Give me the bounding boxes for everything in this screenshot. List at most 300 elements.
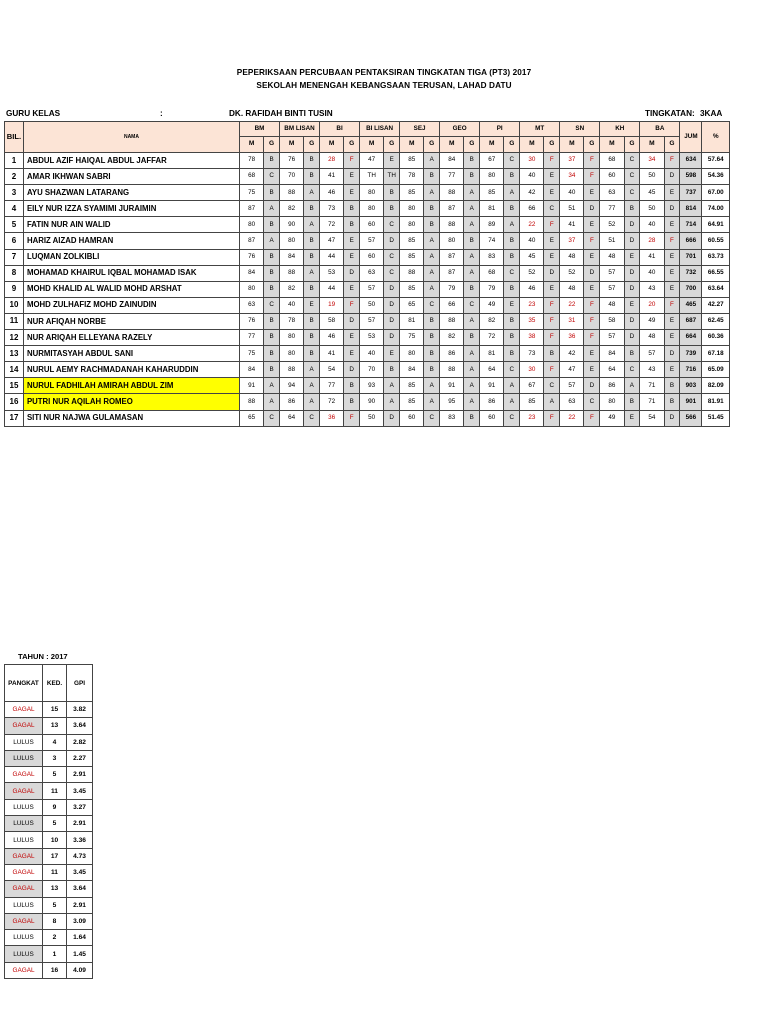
subject-mark: 42 bbox=[560, 346, 584, 362]
subject-mark: 48 bbox=[640, 330, 664, 346]
subject-mark: 37 bbox=[560, 153, 584, 169]
subject-mark: TH bbox=[360, 169, 384, 185]
subject-mark: 87 bbox=[440, 265, 464, 281]
subject-mark: 30 bbox=[520, 153, 544, 169]
subject-grade: E bbox=[344, 169, 360, 185]
subject-mark: 85 bbox=[400, 249, 424, 265]
subject-mark: 76 bbox=[239, 249, 263, 265]
subject-mark: 88 bbox=[280, 185, 304, 201]
subject-mark: 76 bbox=[280, 153, 304, 169]
subject-grade: C bbox=[584, 394, 600, 410]
subject-mark: 88 bbox=[440, 313, 464, 329]
subject-mark: 20 bbox=[640, 297, 664, 313]
subject-mark: 85 bbox=[400, 233, 424, 249]
total-mark: 732 bbox=[680, 265, 702, 281]
subject-mark: 88 bbox=[440, 185, 464, 201]
subject-grade: F bbox=[584, 297, 600, 313]
subject-grade: C bbox=[504, 362, 520, 378]
subject-grade: B bbox=[304, 233, 320, 249]
subject-mark: 90 bbox=[360, 394, 384, 410]
subject-mark: 46 bbox=[520, 281, 544, 297]
ked-cell: 11 bbox=[43, 783, 67, 799]
subject-mark: 85 bbox=[400, 153, 424, 169]
subject-mark: 68 bbox=[239, 169, 263, 185]
subject-grade: D bbox=[384, 330, 400, 346]
subject-grade: F bbox=[584, 410, 600, 426]
table-row bbox=[5, 281, 730, 297]
subject-mark: 57 bbox=[360, 233, 384, 249]
subject-mark: 22 bbox=[560, 410, 584, 426]
student-name: PUTRI NUR AQILAH ROMEO bbox=[23, 394, 239, 410]
table-row bbox=[5, 169, 730, 185]
subject-mark: 88 bbox=[440, 217, 464, 233]
subject-grade: B bbox=[304, 153, 320, 169]
subject-mark: 66 bbox=[520, 201, 544, 217]
subject-grade: A bbox=[464, 313, 480, 329]
subject-grade: D bbox=[344, 265, 360, 281]
subject-mark: 81 bbox=[400, 313, 424, 329]
subject-grade: B bbox=[384, 362, 400, 378]
subject-mark: 52 bbox=[560, 265, 584, 281]
percentage: 64.91 bbox=[702, 217, 730, 233]
subject-mark: 85 bbox=[400, 378, 424, 394]
subject-mark: 88 bbox=[280, 362, 304, 378]
gpi-cell: 3.64 bbox=[67, 881, 93, 897]
ranking-row bbox=[5, 864, 93, 880]
subject-grade: A bbox=[504, 185, 520, 201]
subject-grade: B bbox=[464, 330, 480, 346]
subject-mark: 88 bbox=[400, 265, 424, 281]
subject-mark: 73 bbox=[520, 346, 544, 362]
guru-kelas-colon: : bbox=[160, 109, 163, 118]
subject-grade: E bbox=[544, 169, 560, 185]
gpi-cell: 3.45 bbox=[67, 864, 93, 880]
mark-subheader: M bbox=[520, 137, 544, 153]
ked-cell: 4 bbox=[43, 734, 67, 750]
subject-mark: 40 bbox=[280, 297, 304, 313]
row-number: 4 bbox=[5, 201, 24, 217]
subject-grade: E bbox=[664, 185, 680, 201]
subject-grade: B bbox=[624, 201, 640, 217]
subject-grade: B bbox=[424, 169, 440, 185]
ranking-table bbox=[4, 664, 93, 979]
subject-mark: 84 bbox=[239, 362, 263, 378]
subject-mark: 87 bbox=[440, 201, 464, 217]
subject-grade: F bbox=[664, 153, 680, 169]
subject-mark: 47 bbox=[360, 153, 384, 169]
subject-mark: 78 bbox=[239, 153, 263, 169]
subject-mark: 75 bbox=[239, 346, 263, 362]
subject-mark: 84 bbox=[239, 265, 263, 281]
subject-grade: B bbox=[424, 217, 440, 233]
subject-mark: 65 bbox=[400, 297, 424, 313]
subject-grade: A bbox=[304, 362, 320, 378]
subject-mark: 70 bbox=[360, 362, 384, 378]
subject-mark: 84 bbox=[280, 249, 304, 265]
subject-mark: 91 bbox=[480, 378, 504, 394]
subject-mark: 77 bbox=[320, 378, 344, 394]
subject-mark: 40 bbox=[360, 346, 384, 362]
table-row bbox=[5, 410, 730, 426]
subject-mark: 88 bbox=[280, 265, 304, 281]
subject-mark: 37 bbox=[560, 233, 584, 249]
subject-grade: A bbox=[464, 249, 480, 265]
subject-mark: 91 bbox=[239, 378, 263, 394]
subject-grade: F bbox=[664, 233, 680, 249]
mark-subheader: M bbox=[400, 137, 424, 153]
subject-mark: 41 bbox=[320, 346, 344, 362]
subject-mark: 57 bbox=[560, 378, 584, 394]
subject-grade: A bbox=[544, 394, 560, 410]
subject-mark: 51 bbox=[600, 233, 624, 249]
grade-subheader: G bbox=[424, 137, 440, 153]
subject-grade: D bbox=[624, 330, 640, 346]
subject-grade: F bbox=[584, 233, 600, 249]
row-number: 6 bbox=[5, 233, 24, 249]
gpi-cell: 4.09 bbox=[67, 962, 93, 978]
student-name: LUQMAN ZOLKIBLI bbox=[23, 249, 239, 265]
ranking-header: PANGKAT bbox=[5, 665, 43, 702]
subject-grade: B bbox=[424, 362, 440, 378]
subject-mark: 85 bbox=[480, 185, 504, 201]
subject-grade: E bbox=[584, 185, 600, 201]
subject-mark: 78 bbox=[400, 169, 424, 185]
subject-mark: 46 bbox=[320, 185, 344, 201]
student-name: NUR AFIQAH NORBE bbox=[23, 313, 239, 329]
subject-mark: 50 bbox=[640, 169, 664, 185]
student-name: NURUL FADHILAH AMIRAH ABDUL ZIM bbox=[23, 378, 239, 394]
subject-grade: C bbox=[424, 410, 440, 426]
subject-mark: 40 bbox=[520, 169, 544, 185]
tingkatan-value: 3KAA bbox=[700, 109, 723, 118]
subject-grade: A bbox=[304, 185, 320, 201]
row-number: 8 bbox=[5, 265, 24, 281]
subject-mark: 57 bbox=[360, 281, 384, 297]
subject-mark: 64 bbox=[280, 410, 304, 426]
subject-mark: 42 bbox=[520, 185, 544, 201]
pangkat-cell: LULUS bbox=[5, 832, 43, 848]
gpi-cell: 2.82 bbox=[67, 734, 93, 750]
gpi-cell: 3.82 bbox=[67, 702, 93, 718]
subject-grade: B bbox=[264, 153, 280, 169]
pangkat-cell: GAGAL bbox=[5, 913, 43, 929]
subject-grade: D bbox=[584, 265, 600, 281]
subject-grade: E bbox=[584, 362, 600, 378]
subject-mark: 49 bbox=[480, 297, 504, 313]
teacher-name: DK. RAFIDAH BINTI TUSIN bbox=[229, 109, 333, 118]
table-row bbox=[5, 362, 730, 378]
percentage: 42.27 bbox=[702, 297, 730, 313]
percentage: 60.55 bbox=[702, 233, 730, 249]
percentage: 51.45 bbox=[702, 410, 730, 426]
subject-grade: A bbox=[624, 378, 640, 394]
mark-subheader: M bbox=[320, 137, 344, 153]
grade-subheader: G bbox=[264, 137, 280, 153]
table-row bbox=[5, 233, 730, 249]
subject-grade: B bbox=[304, 201, 320, 217]
ked-cell: 13 bbox=[43, 881, 67, 897]
subject-grade: A bbox=[464, 378, 480, 394]
subject-mark: 80 bbox=[280, 233, 304, 249]
subject-mark: 41 bbox=[560, 217, 584, 233]
subject-mark: 65 bbox=[239, 410, 263, 426]
subject-mark: 68 bbox=[600, 153, 624, 169]
subject-grade: C bbox=[624, 153, 640, 169]
subject-grade: C bbox=[624, 362, 640, 378]
subject-mark: 50 bbox=[640, 201, 664, 217]
subject-mark: 86 bbox=[480, 394, 504, 410]
subject-mark: 22 bbox=[520, 217, 544, 233]
total-mark: 687 bbox=[680, 313, 702, 329]
subject-mark: 40 bbox=[640, 217, 664, 233]
subject-mark: 82 bbox=[280, 281, 304, 297]
subject-mark: 83 bbox=[440, 410, 464, 426]
subject-grade: A bbox=[304, 394, 320, 410]
subject-grade: B bbox=[384, 201, 400, 217]
subject-grade: E bbox=[624, 249, 640, 265]
ked-cell: 3 bbox=[43, 750, 67, 766]
subject-grade: C bbox=[264, 410, 280, 426]
subject-grade: A bbox=[464, 394, 480, 410]
subject-grade: B bbox=[264, 249, 280, 265]
subject-grade: D bbox=[384, 313, 400, 329]
subject-mark: 77 bbox=[239, 330, 263, 346]
subject-header: BM bbox=[239, 122, 279, 137]
pangkat-cell: GAGAL bbox=[5, 864, 43, 880]
subject-mark: 63 bbox=[239, 297, 263, 313]
subject-header: SN bbox=[560, 122, 600, 137]
report-title: PEPERIKSAAN PERCUBAAN PENTAKSIRAN TINGKATAN TIGA (PT3) 2017 bbox=[236, 68, 532, 77]
subject-mark: 40 bbox=[520, 233, 544, 249]
subject-mark: 78 bbox=[280, 313, 304, 329]
subject-mark: 72 bbox=[480, 330, 504, 346]
subject-mark: 71 bbox=[640, 394, 664, 410]
subject-mark: 57 bbox=[600, 265, 624, 281]
subject-grade: B bbox=[304, 249, 320, 265]
subject-mark: 80 bbox=[400, 201, 424, 217]
subject-grade: B bbox=[504, 330, 520, 346]
subject-mark: 34 bbox=[560, 169, 584, 185]
subject-mark: 41 bbox=[640, 249, 664, 265]
subject-grade: B bbox=[424, 313, 440, 329]
subject-mark: 36 bbox=[560, 330, 584, 346]
subject-grade: A bbox=[464, 185, 480, 201]
subject-mark: 60 bbox=[480, 410, 504, 426]
student-name: FATIN NUR AIN WALID bbox=[23, 217, 239, 233]
total-mark: 901 bbox=[680, 394, 702, 410]
pangkat-cell: GAGAL bbox=[5, 767, 43, 783]
total-mark: 566 bbox=[680, 410, 702, 426]
ranking-row bbox=[5, 783, 93, 799]
row-number: 11 bbox=[5, 313, 24, 329]
subject-grade: E bbox=[624, 410, 640, 426]
grade-subheader: G bbox=[384, 137, 400, 153]
row-number: 3 bbox=[5, 185, 24, 201]
subject-grade: B bbox=[424, 330, 440, 346]
subject-mark: 23 bbox=[520, 297, 544, 313]
subject-grade: A bbox=[304, 265, 320, 281]
subject-grade: A bbox=[464, 217, 480, 233]
percentage: 82.09 bbox=[702, 378, 730, 394]
subject-grade: F bbox=[544, 330, 560, 346]
subject-grade: D bbox=[384, 297, 400, 313]
subject-mark: 80 bbox=[600, 394, 624, 410]
subject-grade: E bbox=[664, 217, 680, 233]
percentage: 65.09 bbox=[702, 362, 730, 378]
gpi-cell: 2.91 bbox=[67, 897, 93, 913]
subject-mark: 63 bbox=[600, 185, 624, 201]
subject-grade: B bbox=[504, 233, 520, 249]
subject-mark: 34 bbox=[640, 153, 664, 169]
subject-mark: 68 bbox=[480, 265, 504, 281]
subject-mark: 60 bbox=[600, 169, 624, 185]
subject-mark: 84 bbox=[600, 346, 624, 362]
percentage: 62.45 bbox=[702, 313, 730, 329]
subject-mark: 51 bbox=[560, 201, 584, 217]
subject-grade: D bbox=[624, 265, 640, 281]
subject-mark: 67 bbox=[520, 378, 544, 394]
table-row bbox=[5, 217, 730, 233]
subject-mark: 40 bbox=[560, 185, 584, 201]
mark-subheader: M bbox=[360, 137, 384, 153]
subject-mark: 45 bbox=[520, 249, 544, 265]
subject-grade: E bbox=[544, 185, 560, 201]
subject-header: MT bbox=[520, 122, 560, 137]
tingkatan-label: TINGKATAN: bbox=[645, 109, 695, 118]
subject-mark: 60 bbox=[360, 217, 384, 233]
row-number: 2 bbox=[5, 169, 24, 185]
ranking-row bbox=[5, 930, 93, 946]
ked-cell: 15 bbox=[43, 702, 67, 718]
subject-grade: D bbox=[664, 410, 680, 426]
subject-grade: B bbox=[464, 233, 480, 249]
nama-header: NAMA bbox=[23, 122, 239, 153]
mark-subheader: M bbox=[239, 137, 263, 153]
subject-mark: 53 bbox=[320, 265, 344, 281]
subject-grade: D bbox=[584, 378, 600, 394]
subject-grade: B bbox=[264, 217, 280, 233]
subject-grade: TH bbox=[384, 169, 400, 185]
subject-mark: 52 bbox=[600, 217, 624, 233]
subject-grade: B bbox=[264, 313, 280, 329]
subject-grade: D bbox=[384, 233, 400, 249]
subject-grade: A bbox=[464, 201, 480, 217]
total-mark: 739 bbox=[680, 346, 702, 362]
subject-grade: F bbox=[584, 153, 600, 169]
ranking-row bbox=[5, 816, 93, 832]
table-row bbox=[5, 394, 730, 410]
ked-cell: 11 bbox=[43, 864, 67, 880]
subject-grade: F bbox=[544, 297, 560, 313]
subject-mark: 53 bbox=[360, 330, 384, 346]
subject-mark: 79 bbox=[480, 281, 504, 297]
subject-grade: A bbox=[264, 201, 280, 217]
row-number: 17 bbox=[5, 410, 24, 426]
subject-grade: B bbox=[504, 313, 520, 329]
subject-grade: D bbox=[624, 233, 640, 249]
subject-grade: B bbox=[384, 185, 400, 201]
grade-subheader: G bbox=[504, 137, 520, 153]
subject-grade: A bbox=[424, 378, 440, 394]
percent-header: % bbox=[702, 122, 730, 153]
subject-grade: B bbox=[344, 201, 360, 217]
percentage: 60.36 bbox=[702, 330, 730, 346]
subject-mark: 60 bbox=[400, 410, 424, 426]
percentage: 66.55 bbox=[702, 265, 730, 281]
subject-grade: E bbox=[304, 297, 320, 313]
school-name: SEKOLAH MENENGAH KEBANGSAAN TERUSAN, LAHAD DATU bbox=[256, 81, 512, 90]
mark-subheader: M bbox=[600, 137, 624, 153]
subject-grade: A bbox=[424, 281, 440, 297]
ranking-row bbox=[5, 799, 93, 815]
jum-header: JUM bbox=[680, 122, 702, 153]
ked-cell: 17 bbox=[43, 848, 67, 864]
gpi-cell: 3.36 bbox=[67, 832, 93, 848]
pangkat-cell: GAGAL bbox=[5, 848, 43, 864]
subject-grade: F bbox=[344, 297, 360, 313]
pangkat-cell: GAGAL bbox=[5, 881, 43, 897]
subject-mark: 80 bbox=[440, 233, 464, 249]
gpi-cell: 3.64 bbox=[67, 718, 93, 734]
subject-mark: 80 bbox=[400, 217, 424, 233]
gpi-cell: 3.09 bbox=[67, 913, 93, 929]
subject-grade: B bbox=[504, 169, 520, 185]
subject-grade: C bbox=[424, 297, 440, 313]
gpi-cell: 2.27 bbox=[67, 750, 93, 766]
ked-cell: 5 bbox=[43, 897, 67, 913]
subject-grade: C bbox=[624, 169, 640, 185]
subject-mark: 57 bbox=[640, 346, 664, 362]
subject-grade: F bbox=[584, 169, 600, 185]
grade-subheader: G bbox=[624, 137, 640, 153]
pangkat-cell: LULUS bbox=[5, 897, 43, 913]
subject-grade: C bbox=[624, 185, 640, 201]
total-mark: 664 bbox=[680, 330, 702, 346]
percentage: 67.18 bbox=[702, 346, 730, 362]
subject-grade: F bbox=[544, 153, 560, 169]
ranking-row bbox=[5, 962, 93, 978]
subject-grade: C bbox=[264, 169, 280, 185]
subject-mark: 31 bbox=[560, 313, 584, 329]
ked-cell: 16 bbox=[43, 962, 67, 978]
gpi-cell: 2.91 bbox=[67, 767, 93, 783]
grade-subheader: G bbox=[584, 137, 600, 153]
mark-subheader: M bbox=[640, 137, 664, 153]
total-mark: 903 bbox=[680, 378, 702, 394]
ranking-row bbox=[5, 897, 93, 913]
subject-grade: A bbox=[424, 233, 440, 249]
subject-mark: 28 bbox=[320, 153, 344, 169]
subject-mark: 73 bbox=[320, 201, 344, 217]
subject-grade: E bbox=[504, 297, 520, 313]
student-name: HARIZ AIZAD HAMRAN bbox=[23, 233, 239, 249]
subject-mark: 86 bbox=[280, 394, 304, 410]
percentage: 57.64 bbox=[702, 153, 730, 169]
subject-mark: 58 bbox=[600, 313, 624, 329]
subject-grade: B bbox=[504, 281, 520, 297]
ked-cell: 1 bbox=[43, 946, 67, 962]
total-mark: 737 bbox=[680, 185, 702, 201]
subject-mark: 90 bbox=[280, 217, 304, 233]
subject-mark: 50 bbox=[360, 410, 384, 426]
subject-mark: 75 bbox=[400, 330, 424, 346]
student-name: MOHD KHALID AL WALID MOHD ARSHAT bbox=[23, 281, 239, 297]
grade-subheader: G bbox=[344, 137, 360, 153]
gpi-cell: 3.27 bbox=[67, 799, 93, 815]
subject-grade: C bbox=[384, 249, 400, 265]
subject-grade: E bbox=[544, 249, 560, 265]
subject-mark: 60 bbox=[360, 249, 384, 265]
